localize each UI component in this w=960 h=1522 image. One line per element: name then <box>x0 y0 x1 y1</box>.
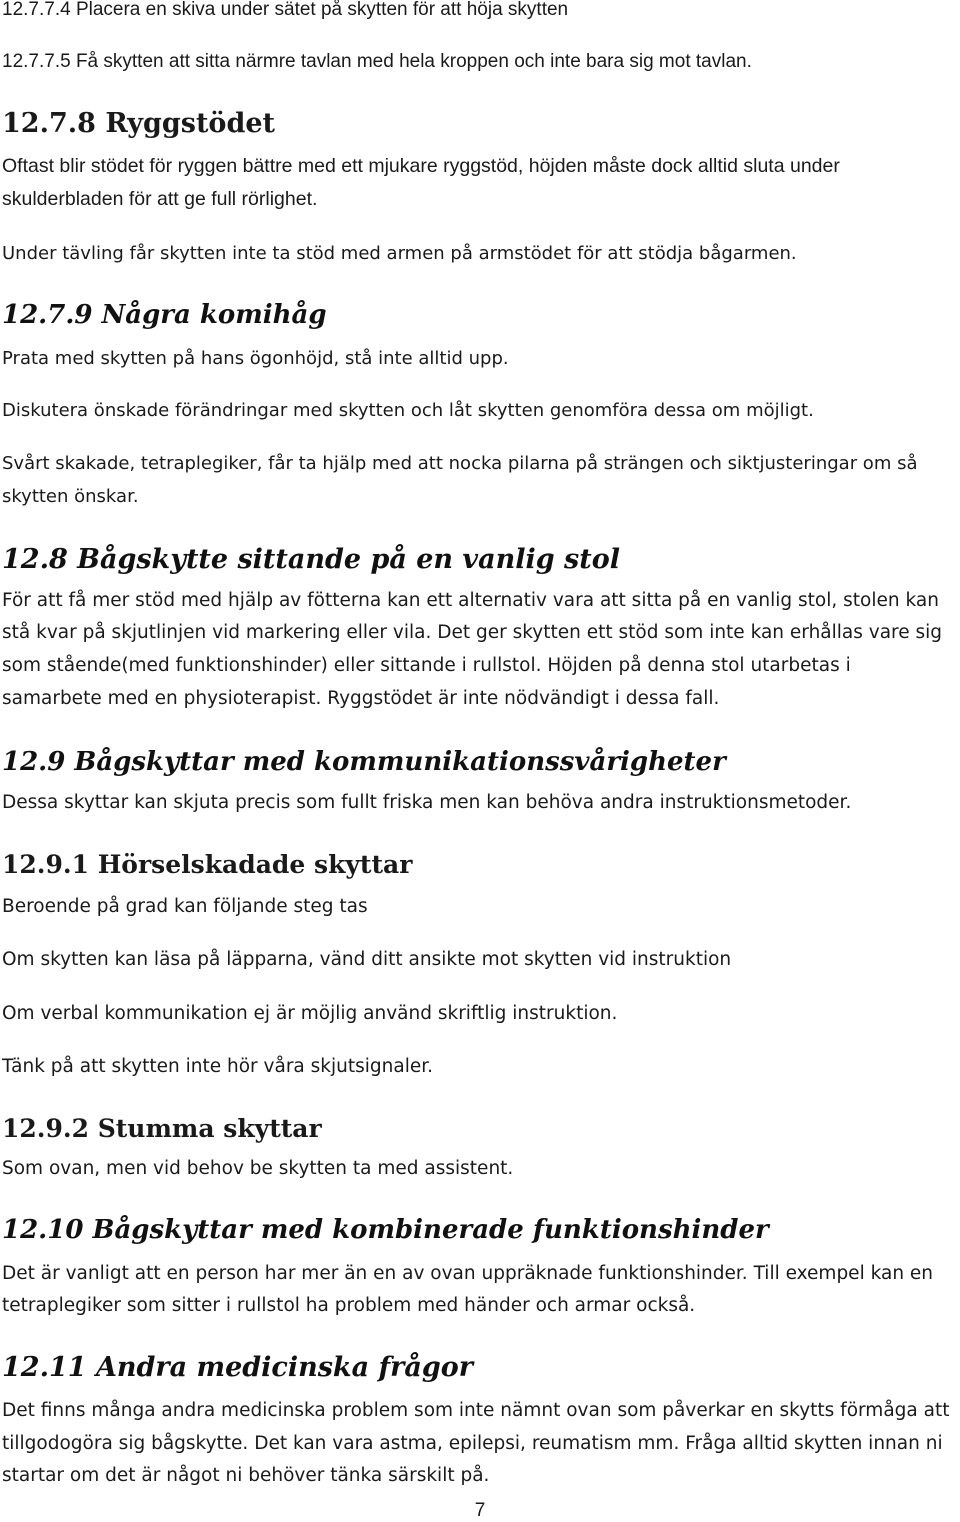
paragraph-line: Om verbal kommunikation ej är möjlig använd skriftlig instruktion. <box>2 1003 618 1024</box>
section-heading: 12.7.8 Ryggstödet <box>2 108 275 139</box>
paragraph-line: Det är vanligt att en person har mer än en av ovan uppräknade funktionshinder. Till exempel kan en <box>2 1263 934 1284</box>
paragraph-line: tillgodogöra sig bågskytte. Det kan vara astma, epilepsi, reumatism mm. Fråga alltid skytten innan ni <box>2 1433 943 1454</box>
paragraph-line: tetraplegiker som sitter i rullstol ha problem med händer och armar också. <box>2 1295 696 1316</box>
paragraph-line: Dessa skyttar kan skjuta precis som fullt friska men kan behöva andra instruktionsmetoder. <box>2 792 852 813</box>
section-heading: 12.7.9 Några komihåg <box>2 300 327 330</box>
section-heading: 12.11 Andra medicinska frågor <box>2 1352 473 1383</box>
paragraph-line: Under tävling får skytten inte ta stöd med armen på armstödet för att stödja bågarmen. <box>2 243 797 264</box>
paragraph-line: stå kvar på skjutlinjen vid markering eller vila. Det ger skytten ett stöd som inte kan erhållas vare sig <box>2 622 943 643</box>
paragraph-line: skulderbladen för att ge full rörlighet. <box>2 188 318 210</box>
paragraph-line: Oftast blir stödet för ryggen bättre med ett mjukare ryggstöd, höjden måste dock alltid sluta under <box>2 155 840 177</box>
paragraph-line: För att få mer stöd med hjälp av fötterna kan ett alternativ vara att sitta på en vanlig stol, stolen kan <box>2 590 939 611</box>
section-heading: 12.10 Bågskyttar med kombinerade funktionshinder <box>2 1215 769 1245</box>
page-number: 7 <box>474 1500 486 1521</box>
paragraph-line: Prata med skytten på hans ögonhöjd, stå inte alltid upp. <box>2 348 509 369</box>
paragraph-line: samarbete med en physioterapist. Ryggstödet är inte nödvändigt i dessa fall. <box>2 688 720 709</box>
subsection-heading: 12.9.2 Stumma skyttar <box>2 1114 322 1143</box>
paragraph-line: 12.7.7.4 Placera en skiva under sätet på skytten för att höja skytten <box>2 0 569 20</box>
subsection-heading: 12.9.1 Hörselskadade skyttar <box>2 850 413 879</box>
paragraph-line: 12.7.7.5 Få skytten att sitta närmre tavlan med hela kroppen och inte bara sig mot tavlan. <box>2 51 752 72</box>
section-heading: 12.9 Bågskyttar med kommunikationssvårigheter <box>2 747 726 777</box>
paragraph-line: Svårt skakade, tetraplegiker, får ta hjälp med att nocka pilarna på strängen och siktjusteringar om så <box>2 453 918 474</box>
paragraph-line: Beroende på grad kan följande steg tas <box>2 896 368 917</box>
paragraph-line: startar om det är något ni behöver tänka särskilt på. <box>2 1465 490 1486</box>
paragraph-line: som stående(med funktionshinder) eller sittande i rullstol. Höjden på denna stol utarbetas i <box>2 655 851 676</box>
section-heading: 12.8 Bågskytte sittande på en vanlig stol <box>2 544 620 575</box>
paragraph-line: Tänk på att skytten inte hör våra skjutsignaler. <box>2 1056 434 1077</box>
paragraph-line: Diskutera önskade förändringar med skytten och låt skytten genomföra dessa om möjligt. <box>2 400 814 421</box>
paragraph-line: skytten önskar. <box>2 486 139 507</box>
paragraph-line: Det finns många andra medicinska problem som inte nämnt ovan som påverkar en skytts förmåga att <box>2 1400 950 1421</box>
paragraph-line: Som ovan, men vid behov be skytten ta med assistent. <box>2 1158 514 1179</box>
paragraph-line: Om skytten kan läsa på läpparna, vänd ditt ansikte mot skytten vid instruktion <box>2 949 732 970</box>
